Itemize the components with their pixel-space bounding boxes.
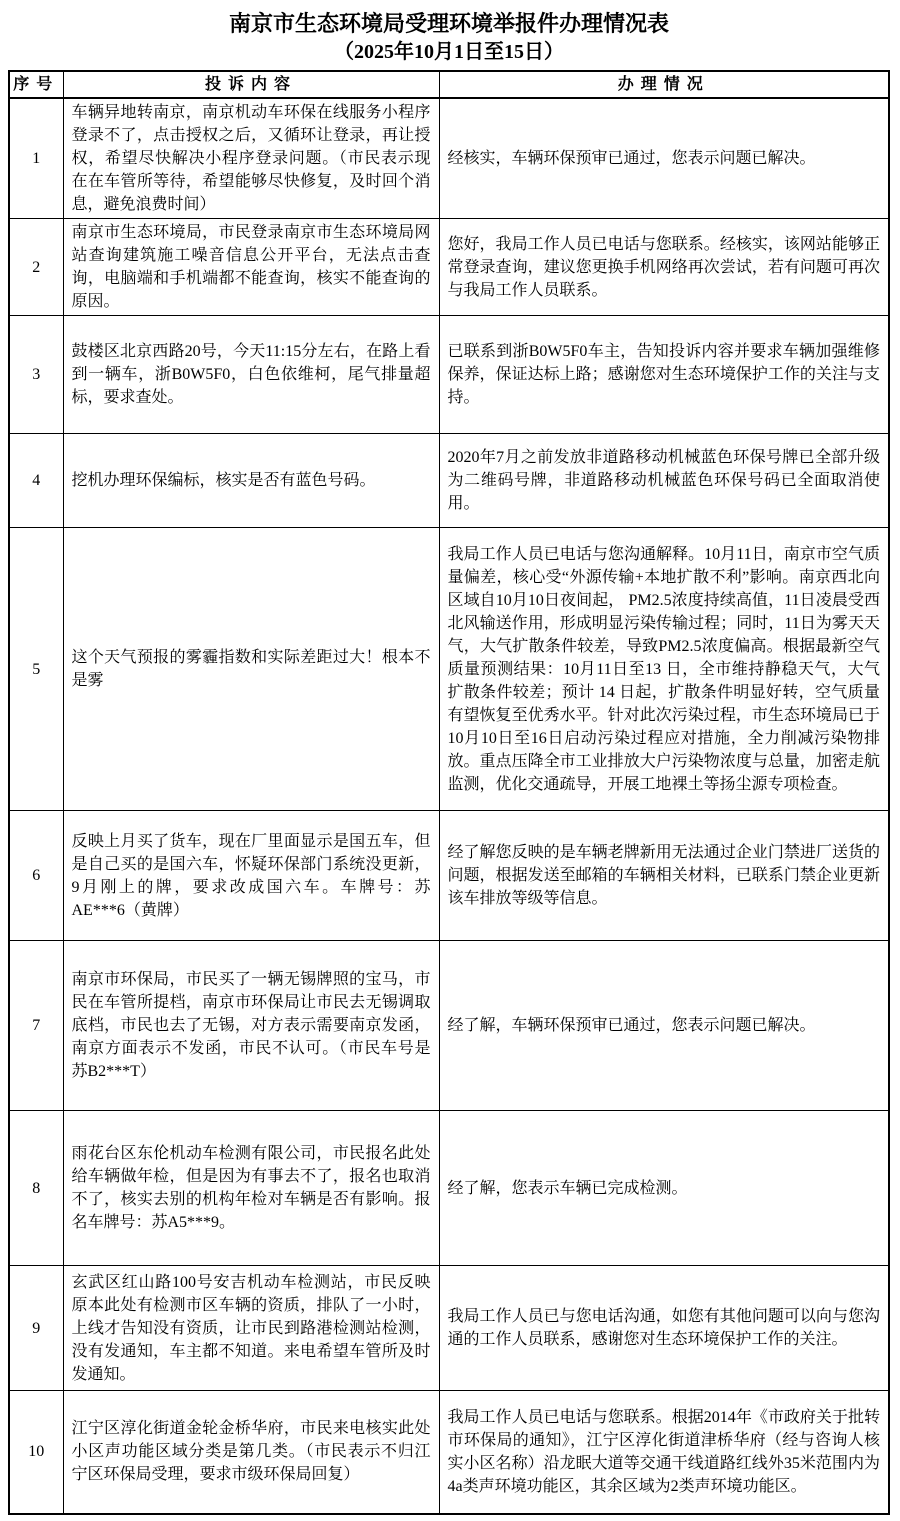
header-complaint: 投诉内容	[63, 71, 439, 98]
complaints-table	[8, 70, 890, 1515]
complaint-text: 车辆异地转南京，南京机动车环保在线服务小程序登录不了，点击授权之后，又循环让登录，再让授权，希望尽快解决小程序登录问题。（市民表示现在在车管所等待，希望能够尽快修复，及时回个消息，避免浪费时间）	[63, 98, 439, 219]
table-row	[9, 1391, 889, 1514]
table-row	[9, 1111, 889, 1266]
row-index: 6	[9, 811, 63, 941]
handling-text: 您好，我局工作人员已电话与您联系。经核实，该网站能够正常登录查询，建议您更换手机网络再次尝试，若有问题可再次与我局工作人员联系。	[439, 219, 889, 316]
page-title: 南京市生态环境局受理环境举报件办理情况表	[228, 11, 669, 36]
header-row	[9, 71, 889, 98]
table-row	[9, 1266, 889, 1391]
handling-text: 2020年7月之前发放非道路移动机械蓝色环保号牌已全部升级为二维码号牌，非道路移动机械蓝色环保号码已全面取消使用。	[439, 434, 889, 528]
complaint-text: 南京市生态环境局，市民登录南京市生态环境局网站查询建筑施工噪音信息公开平台，无法点击查询，电脑端和手机端都不能查询，核实不能查询的原因。	[63, 219, 439, 316]
complaint-text: 反映上月买了货车，现在厂里面显示是国五车，但是自己买的是国六车，怀疑环保部门系统没更新，9月刚上的牌，要求改成国六车。车牌号：苏AE***6（黄牌）	[63, 811, 439, 941]
row-index: 9	[9, 1266, 63, 1391]
handling-text: 经了解，您表示车辆已完成检测。	[439, 1111, 889, 1266]
header-handling: 办理情况	[439, 71, 889, 98]
table-body	[9, 98, 889, 1514]
complaint-text: 雨花台区东伦机动车检测有限公司，市民报名此处给车辆做年检，但是因为有事去不了，报名也取消不了，核实去别的机构年检对车辆是否有影响。报名车牌号：苏A5***9。	[63, 1111, 439, 1266]
complaint-text: 江宁区淳化街道金轮金桥华府，市民来电核实此处小区声功能区域分类是第几类。（市民表示不归江宁区环保局受理，要求市级环保局回复）	[63, 1391, 439, 1514]
handling-text: 已联系到浙B0W5F0车主，告知投诉内容并要求车辆加强维修保养，保证达标上路；感谢您对生态环境保护工作的关注与支持。	[439, 316, 889, 434]
table-row	[9, 316, 889, 434]
header-index: 序号	[9, 71, 63, 98]
table-header	[9, 71, 889, 98]
table-row	[9, 98, 889, 219]
row-index: 8	[9, 1111, 63, 1266]
row-index: 2	[9, 219, 63, 316]
table-row	[9, 811, 889, 941]
row-index: 1	[9, 98, 63, 219]
page-subtitle: （2025年10月1日至15日）	[334, 41, 564, 63]
table-row	[9, 219, 889, 316]
row-index: 10	[9, 1391, 63, 1514]
table-row	[9, 434, 889, 528]
row-index: 4	[9, 434, 63, 528]
complaint-text: 这个天气预报的雾霾指数和实际差距过大！根本不是雾	[63, 528, 439, 811]
handling-text: 经核实，车辆环保预审已通过，您表示问题已解决。	[439, 98, 889, 219]
handling-text: 我局工作人员已与您电话沟通，如您有其他问题可以向与您沟通的工作人员联系，感谢您对生态环境保护工作的关注。	[439, 1266, 889, 1391]
complaint-text: 南京市环保局，市民买了一辆无锡牌照的宝马，市民在车管所提档，南京市环保局让市民去无锡调取底档，市民也去了无锡，对方表示需要南京发函，南京方面表示不发函，市民不认可。（市民车号是苏B2***T）	[63, 941, 439, 1111]
handling-text: 经了解您反映的是车辆老牌新用无法通过企业门禁进厂送货的问题，根据发送至邮箱的车辆相关材料，已联系门禁企业更新该车排放等级等信息。	[439, 811, 889, 941]
complaint-text: 挖机办理环保编标，核实是否有蓝色号码。	[63, 434, 439, 528]
handling-text: 经了解，车辆环保预审已通过，您表示问题已解决。	[439, 941, 889, 1111]
row-index: 5	[9, 528, 63, 811]
handling-text: 我局工作人员已电话与您联系。根据2014年《市政府关于批转市环保局的通知》，江宁区淳化街道津桥华府（经与咨询人核实小区名称）沿龙眠大道等交通干线道路红线外35米范围内为4a类声环境功能区，其余区域为2类声环境功能区。	[439, 1391, 889, 1514]
handling-text: 我局工作人员已电话与您沟通解释。10月11日，南京市空气质量偏差，核心受“外源传输+本地扩散不利”影响。南京西北向区域自10月10日夜间起， PM2.5浓度持续高值，11日凌晨受西北风输送作用，形成明显污染传输过程；同时，11日为雾天天气，大气扩散条件较差，导致PM2.5浓度偏高。根据最新空气质量预测结果：10月11日至13 日，全市维持静稳天气，大气扩散条件较差；预计 14 日起，扩散条件明显好转，空气质量有望恢复至优秀水平。针对此次污染过程，市生态环境局已于10月10日至16日启动污染过程应对措施，全力削减污染物排放。重点压降全市工业排放大户污染物浓度与总量，加密走航监测，优化交通疏导，开展工地裸土等扬尘源专项检查。	[439, 528, 889, 811]
table-row	[9, 941, 889, 1111]
complaint-text: 玄武区红山路100号安吉机动车检测站，市民反映原本此处有检测市区车辆的资质，排队了一小时，上线才告知没有资质，让市民到路港检测站检测，没有发通知，车主都不知道。来电希望车管所及时发通知。	[63, 1266, 439, 1391]
row-index: 7	[9, 941, 63, 1111]
complaint-text: 鼓楼区北京西路20号，今天11:15分左右，在路上看到一辆车，浙B0W5F0，白色依维柯，尾气排量超标，要求查处。	[63, 316, 439, 434]
table-row	[9, 528, 889, 811]
row-index: 3	[9, 316, 63, 434]
